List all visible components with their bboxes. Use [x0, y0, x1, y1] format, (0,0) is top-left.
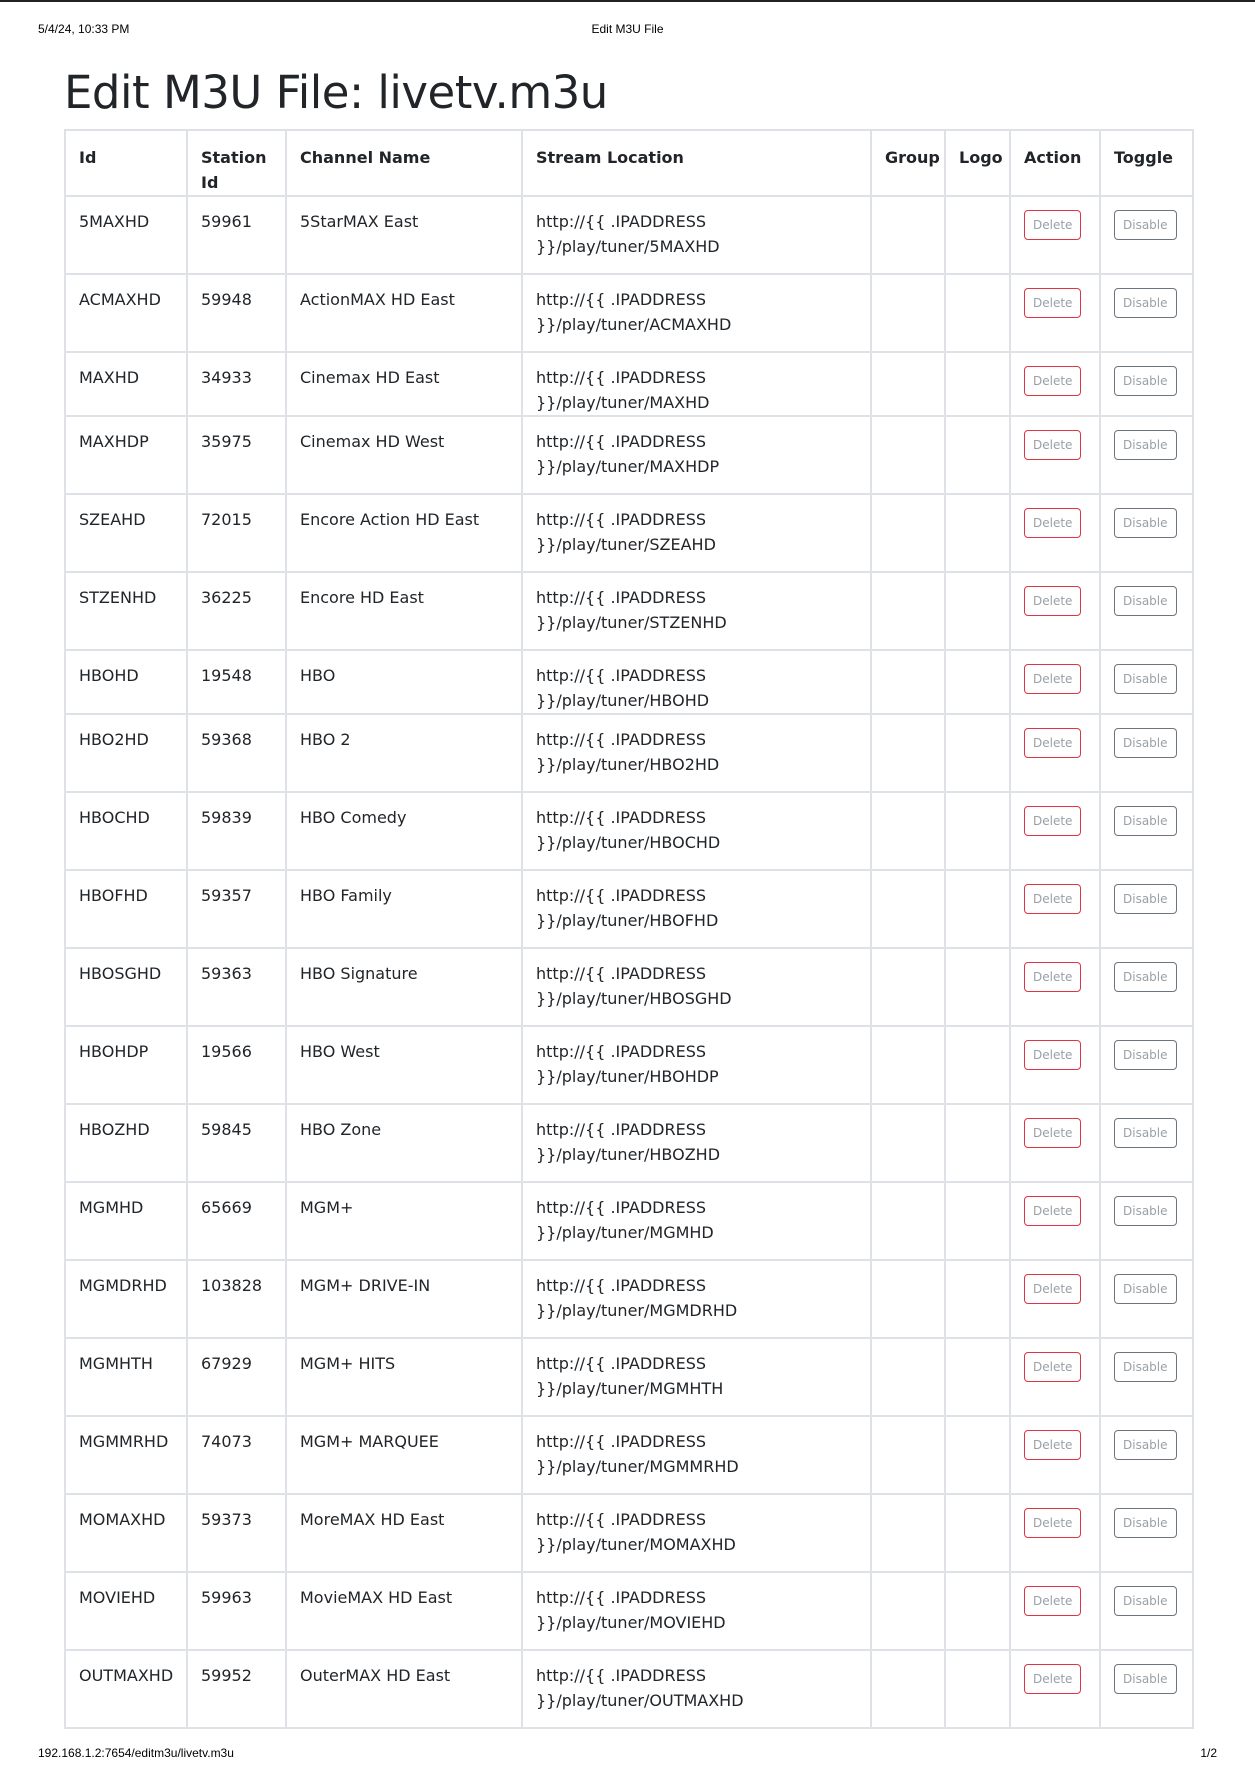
cell-group	[871, 792, 945, 870]
column-header-toggle: Toggle	[1100, 130, 1193, 196]
cell-station-id: 59963	[187, 1572, 286, 1650]
cell-toggle	[1100, 416, 1193, 494]
delete-button[interactable]: Delete	[1024, 1274, 1081, 1304]
cell-action	[1010, 1260, 1100, 1338]
cell-channel-name: 5StarMAX East	[286, 196, 522, 274]
table-row	[65, 274, 1193, 352]
table-row	[65, 416, 1193, 494]
cell-channel-name: Encore HD East	[286, 572, 522, 650]
cell-channel-name: HBO 2	[286, 714, 522, 792]
table-row	[65, 352, 1193, 416]
cell-toggle	[1100, 1416, 1193, 1494]
cell-channel-name: OuterMAX HD East	[286, 1650, 522, 1728]
cell-toggle	[1100, 870, 1193, 948]
cell-channel-name: MoreMAX HD East	[286, 1494, 522, 1572]
cell-action	[1010, 274, 1100, 352]
cell-station-id: 34933	[187, 352, 286, 416]
cell-id: MGMDRHD	[65, 1260, 187, 1338]
cell-group	[871, 650, 945, 714]
cell-channel-name: HBO Signature	[286, 948, 522, 1026]
cell-logo	[945, 1572, 1010, 1650]
cell-stream-location: http://{{ .IPADDRESS }}/play/tuner/HBOCHD	[522, 792, 871, 870]
cell-logo	[945, 494, 1010, 572]
table-row	[65, 196, 1193, 274]
cell-toggle	[1100, 1026, 1193, 1104]
disable-button[interactable]: Disable	[1114, 728, 1177, 758]
cell-channel-name: MovieMAX HD East	[286, 1572, 522, 1650]
delete-button[interactable]: Delete	[1024, 1430, 1081, 1460]
cell-action	[1010, 714, 1100, 792]
cell-station-id: 59839	[187, 792, 286, 870]
disable-button[interactable]: Disable	[1114, 1508, 1177, 1538]
cell-action	[1010, 352, 1100, 416]
cell-action	[1010, 1572, 1100, 1650]
disable-button[interactable]: Disable	[1114, 1664, 1177, 1694]
cell-id: SZEAHD	[65, 494, 187, 572]
cell-id: MAXHDP	[65, 416, 187, 494]
cell-logo	[945, 1026, 1010, 1104]
cell-group	[871, 948, 945, 1026]
disable-button[interactable]: Disable	[1114, 806, 1177, 836]
disable-button[interactable]: Disable	[1114, 1196, 1177, 1226]
delete-button[interactable]: Delete	[1024, 1586, 1081, 1616]
cell-channel-name: HBO	[286, 650, 522, 714]
cell-group	[871, 416, 945, 494]
cell-channel-name: ActionMAX HD East	[286, 274, 522, 352]
cell-toggle	[1100, 948, 1193, 1026]
cell-logo	[945, 352, 1010, 416]
cell-station-id: 19548	[187, 650, 286, 714]
cell-stream-location: http://{{ .IPADDRESS }}/play/tuner/MOMAXHD	[522, 1494, 871, 1572]
cell-logo	[945, 1416, 1010, 1494]
cell-logo	[945, 948, 1010, 1026]
print-url: 192.168.1.2:7654/editm3u/livetv.m3u	[38, 1746, 234, 1760]
cell-station-id: 103828	[187, 1260, 286, 1338]
cell-channel-name: HBO West	[286, 1026, 522, 1104]
delete-button[interactable]: Delete	[1024, 1664, 1081, 1694]
channels-table	[64, 129, 1194, 1729]
delete-button[interactable]: Delete	[1024, 1040, 1081, 1070]
disable-button[interactable]: Disable	[1114, 1118, 1177, 1148]
cell-action	[1010, 792, 1100, 870]
print-doc-title: Edit M3U File	[591, 22, 664, 36]
cell-logo	[945, 1182, 1010, 1260]
cell-group	[871, 1572, 945, 1650]
cell-action	[1010, 1494, 1100, 1572]
cell-id: HBOSGHD	[65, 948, 187, 1026]
cell-channel-name: HBO Comedy	[286, 792, 522, 870]
cell-action	[1010, 1338, 1100, 1416]
cell-toggle	[1100, 494, 1193, 572]
cell-logo	[945, 196, 1010, 274]
cell-station-id: 67929	[187, 1338, 286, 1416]
cell-stream-location: http://{{ .IPADDRESS }}/play/tuner/5MAXHD	[522, 196, 871, 274]
cell-id: ACMAXHD	[65, 274, 187, 352]
cell-action	[1010, 650, 1100, 714]
delete-button[interactable]: Delete	[1024, 586, 1081, 616]
cell-group	[871, 572, 945, 650]
delete-button[interactable]: Delete	[1024, 1508, 1081, 1538]
cell-action	[1010, 1182, 1100, 1260]
delete-button[interactable]: Delete	[1024, 366, 1081, 396]
cell-channel-name: MGM+ DRIVE-IN	[286, 1260, 522, 1338]
disable-button[interactable]: Disable	[1114, 586, 1177, 616]
disable-button[interactable]: Disable	[1114, 430, 1177, 460]
disable-button[interactable]: Disable	[1114, 508, 1177, 538]
disable-button[interactable]: Disable	[1114, 1352, 1177, 1382]
table-row	[65, 650, 1193, 714]
cell-stream-location: http://{{ .IPADDRESS }}/play/tuner/MOVIEHD	[522, 1572, 871, 1650]
cell-logo	[945, 714, 1010, 792]
column-header-logo: Logo	[945, 130, 1010, 196]
column-header-action: Action	[1010, 130, 1100, 196]
cell-group	[871, 1026, 945, 1104]
cell-stream-location: http://{{ .IPADDRESS }}/play/tuner/MGMHD	[522, 1182, 871, 1260]
cell-logo	[945, 650, 1010, 714]
cell-toggle	[1100, 1182, 1193, 1260]
table-row	[65, 1260, 1193, 1338]
cell-channel-name: Cinemax HD East	[286, 352, 522, 416]
delete-button[interactable]: Delete	[1024, 288, 1081, 318]
cell-logo	[945, 1338, 1010, 1416]
cell-id: MOMAXHD	[65, 1494, 187, 1572]
cell-logo	[945, 1104, 1010, 1182]
table-row	[65, 1416, 1193, 1494]
cell-action	[1010, 1650, 1100, 1728]
table-row	[65, 1572, 1193, 1650]
cell-stream-location: http://{{ .IPADDRESS }}/play/tuner/HBOSGHD	[522, 948, 871, 1026]
cell-id: HBO2HD	[65, 714, 187, 792]
cell-action	[1010, 494, 1100, 572]
cell-id: MGMHD	[65, 1182, 187, 1260]
cell-id: MAXHD	[65, 352, 187, 416]
cell-station-id: 72015	[187, 494, 286, 572]
cell-station-id: 19566	[187, 1026, 286, 1104]
column-header-stream-location: Stream Location	[522, 130, 871, 196]
column-header-channel-name: Channel Name	[286, 130, 522, 196]
cell-station-id: 74073	[187, 1416, 286, 1494]
cell-toggle	[1100, 714, 1193, 792]
cell-toggle	[1100, 1650, 1193, 1728]
cell-action	[1010, 416, 1100, 494]
table-row	[65, 1338, 1193, 1416]
table-row	[65, 1650, 1193, 1728]
print-page-number: 1/2	[1200, 1746, 1217, 1760]
cell-station-id: 59357	[187, 870, 286, 948]
cell-toggle	[1100, 352, 1193, 416]
cell-stream-location: http://{{ .IPADDRESS }}/play/tuner/MGMHTH	[522, 1338, 871, 1416]
cell-station-id: 59373	[187, 1494, 286, 1572]
column-header-id: Id	[65, 130, 187, 196]
cell-action	[1010, 196, 1100, 274]
delete-button[interactable]: Delete	[1024, 728, 1081, 758]
cell-toggle	[1100, 1104, 1193, 1182]
cell-station-id: 65669	[187, 1182, 286, 1260]
disable-button[interactable]: Disable	[1114, 1430, 1177, 1460]
table-row	[65, 1104, 1193, 1182]
cell-logo	[945, 1650, 1010, 1728]
column-header-station-id: Station Id	[187, 130, 286, 196]
cell-station-id: 59368	[187, 714, 286, 792]
table-row	[65, 792, 1193, 870]
cell-group	[871, 870, 945, 948]
disable-button[interactable]: Disable	[1114, 664, 1177, 694]
table-row	[65, 948, 1193, 1026]
column-header-group: Group	[871, 130, 945, 196]
cell-stream-location: http://{{ .IPADDRESS }}/play/tuner/MAXHD	[522, 352, 871, 416]
cell-id: HBOZHD	[65, 1104, 187, 1182]
cell-toggle	[1100, 1494, 1193, 1572]
cell-channel-name: MGM+	[286, 1182, 522, 1260]
cell-stream-location: http://{{ .IPADDRESS }}/play/tuner/ACMAXHD	[522, 274, 871, 352]
cell-id: MOVIEHD	[65, 1572, 187, 1650]
cell-group	[871, 1338, 945, 1416]
cell-id: MGMMRHD	[65, 1416, 187, 1494]
table-row	[65, 1026, 1193, 1104]
cell-stream-location: http://{{ .IPADDRESS }}/play/tuner/MAXHDP	[522, 416, 871, 494]
cell-id: HBOFHD	[65, 870, 187, 948]
delete-button[interactable]: Delete	[1024, 1118, 1081, 1148]
cell-group	[871, 1182, 945, 1260]
delete-button[interactable]: Delete	[1024, 508, 1081, 538]
cell-group	[871, 1104, 945, 1182]
cell-logo	[945, 1260, 1010, 1338]
cell-id: HBOCHD	[65, 792, 187, 870]
table-header-row	[65, 130, 1193, 196]
table-row	[65, 572, 1193, 650]
cell-id: 5MAXHD	[65, 196, 187, 274]
delete-button[interactable]: Delete	[1024, 806, 1081, 836]
cell-toggle	[1100, 572, 1193, 650]
cell-stream-location: http://{{ .IPADDRESS }}/play/tuner/HBOFHD	[522, 870, 871, 948]
cell-action	[1010, 948, 1100, 1026]
cell-stream-location: http://{{ .IPADDRESS }}/play/tuner/MGMDRHD	[522, 1260, 871, 1338]
table-row	[65, 1494, 1193, 1572]
cell-stream-location: http://{{ .IPADDRESS }}/play/tuner/STZENHD	[522, 572, 871, 650]
cell-action	[1010, 870, 1100, 948]
delete-button[interactable]: Delete	[1024, 664, 1081, 694]
cell-station-id: 59363	[187, 948, 286, 1026]
delete-button[interactable]: Delete	[1024, 210, 1081, 240]
cell-id: STZENHD	[65, 572, 187, 650]
cell-group	[871, 1494, 945, 1572]
cell-group	[871, 274, 945, 352]
top-rule	[0, 0, 1255, 2]
cell-group	[871, 196, 945, 274]
cell-group	[871, 1260, 945, 1338]
delete-button[interactable]: Delete	[1024, 1352, 1081, 1382]
cell-stream-location: http://{{ .IPADDRESS }}/play/tuner/HBOZHD	[522, 1104, 871, 1182]
cell-channel-name: HBO Zone	[286, 1104, 522, 1182]
cell-stream-location: http://{{ .IPADDRESS }}/play/tuner/MGMMRHD	[522, 1416, 871, 1494]
cell-toggle	[1100, 274, 1193, 352]
disable-button[interactable]: Disable	[1114, 962, 1177, 992]
cell-channel-name: MGM+ HITS	[286, 1338, 522, 1416]
cell-group	[871, 1416, 945, 1494]
delete-button[interactable]: Delete	[1024, 1196, 1081, 1226]
cell-logo	[945, 572, 1010, 650]
cell-station-id: 35975	[187, 416, 286, 494]
cell-id: HBOHD	[65, 650, 187, 714]
cell-station-id: 59961	[187, 196, 286, 274]
cell-logo	[945, 870, 1010, 948]
cell-id: OUTMAXHD	[65, 1650, 187, 1728]
delete-button[interactable]: Delete	[1024, 884, 1081, 914]
cell-action	[1010, 1104, 1100, 1182]
cell-stream-location: http://{{ .IPADDRESS }}/play/tuner/HBOHD	[522, 650, 871, 714]
cell-logo	[945, 274, 1010, 352]
cell-group	[871, 494, 945, 572]
cell-toggle	[1100, 1260, 1193, 1338]
cell-action	[1010, 1416, 1100, 1494]
cell-channel-name: Encore Action HD East	[286, 494, 522, 572]
cell-action	[1010, 572, 1100, 650]
cell-logo	[945, 792, 1010, 870]
cell-channel-name: Cinemax HD West	[286, 416, 522, 494]
cell-station-id: 59948	[187, 274, 286, 352]
cell-station-id: 59845	[187, 1104, 286, 1182]
table-row	[65, 1182, 1193, 1260]
disable-button[interactable]: Disable	[1114, 366, 1177, 396]
cell-channel-name: HBO Family	[286, 870, 522, 948]
cell-logo	[945, 416, 1010, 494]
delete-button[interactable]: Delete	[1024, 430, 1081, 460]
cell-toggle	[1100, 1338, 1193, 1416]
cell-group	[871, 352, 945, 416]
disable-button[interactable]: Disable	[1114, 1040, 1177, 1070]
cell-channel-name: MGM+ MARQUEE	[286, 1416, 522, 1494]
cell-toggle	[1100, 792, 1193, 870]
disable-button[interactable]: Disable	[1114, 210, 1177, 240]
cell-logo	[945, 1494, 1010, 1572]
page-title: Edit M3U File: livetv.m3u	[64, 66, 608, 119]
cell-station-id: 59952	[187, 1650, 286, 1728]
cell-group	[871, 1650, 945, 1728]
cell-id: MGMHTH	[65, 1338, 187, 1416]
disable-button[interactable]: Disable	[1114, 288, 1177, 318]
cell-group	[871, 714, 945, 792]
cell-action	[1010, 1026, 1100, 1104]
print-datetime: 5/4/24, 10:33 PM	[38, 22, 130, 36]
table-row	[65, 714, 1193, 792]
disable-button[interactable]: Disable	[1114, 1274, 1177, 1304]
cell-id: HBOHDP	[65, 1026, 187, 1104]
cell-station-id: 36225	[187, 572, 286, 650]
disable-button[interactable]: Disable	[1114, 884, 1177, 914]
cell-stream-location: http://{{ .IPADDRESS }}/play/tuner/OUTMAXHD	[522, 1650, 871, 1728]
cell-stream-location: http://{{ .IPADDRESS }}/play/tuner/HBOHDP	[522, 1026, 871, 1104]
cell-toggle	[1100, 650, 1193, 714]
cell-stream-location: http://{{ .IPADDRESS }}/play/tuner/SZEAHD	[522, 494, 871, 572]
cell-stream-location: http://{{ .IPADDRESS }}/play/tuner/HBO2HD	[522, 714, 871, 792]
cell-toggle	[1100, 196, 1193, 274]
disable-button[interactable]: Disable	[1114, 1586, 1177, 1616]
cell-toggle	[1100, 1572, 1193, 1650]
table-row	[65, 494, 1193, 572]
table-row	[65, 870, 1193, 948]
delete-button[interactable]: Delete	[1024, 962, 1081, 992]
